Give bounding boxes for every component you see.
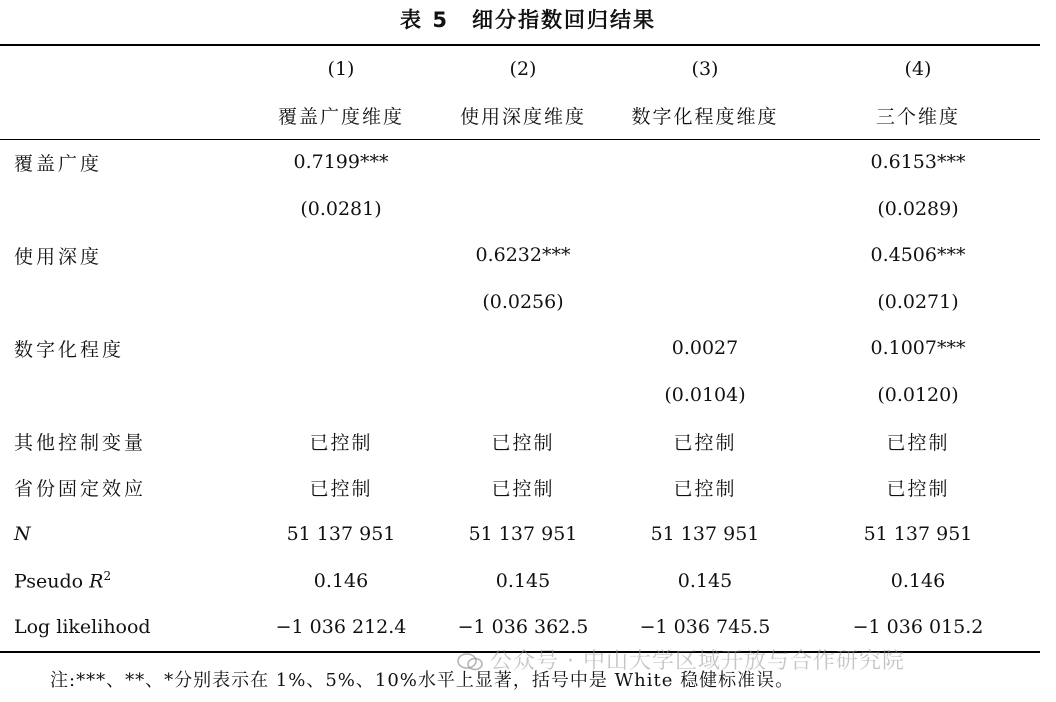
coef-cell (250, 232, 432, 279)
table-row (0, 325, 1040, 372)
col-number: (2) (509, 58, 537, 81)
watermark-text: 公众号 · 中山大学区域开放与合作研究院 (490, 649, 905, 674)
value-cell: 已控制 (673, 431, 737, 454)
empty-label (0, 372, 250, 419)
coef-cell: 0.4506*** (870, 244, 966, 267)
coef-cell: 0.7199*** (293, 151, 389, 174)
se-cell: (0.0281) (300, 197, 382, 220)
watermark (456, 644, 905, 675)
coef-cell: 0.0027 (671, 337, 739, 360)
value-cell: −1 036 212.4 (275, 616, 407, 639)
table-row (0, 232, 1040, 279)
value-cell: 51 137 951 (468, 523, 578, 546)
regression-table (0, 46, 1040, 651)
se-cell (250, 372, 432, 419)
value-cell: 0.145 (677, 569, 733, 592)
r-symbol: R (89, 570, 104, 593)
row-label: 省份固定效应 (14, 478, 147, 501)
corner-cell (0, 46, 250, 93)
se-cell (432, 372, 614, 419)
table-row (0, 418, 1040, 465)
coef-cell: 0.6153*** (870, 151, 966, 174)
row-label: 覆盖广度 (14, 152, 103, 175)
empty-label (0, 186, 250, 233)
value-cell: 已控制 (886, 431, 950, 454)
coef-cell (614, 139, 796, 186)
value-cell: 0.146 (313, 569, 369, 592)
col-number: (4) (904, 58, 932, 81)
wechat-icon (456, 652, 484, 672)
se-cell (432, 186, 614, 233)
se-cell (614, 186, 796, 233)
se-cell: (0.0289) (877, 197, 959, 220)
row-label: 其他控制变量 (14, 431, 147, 454)
se-cell (250, 279, 432, 326)
table-row (0, 465, 1040, 512)
table-row (0, 372, 1040, 419)
se-cell (614, 279, 796, 326)
r-superscript: 2 (103, 569, 112, 584)
value-cell: 0.145 (495, 569, 551, 592)
col-number: (3) (691, 58, 719, 81)
row-label: Log likelihood (14, 616, 151, 639)
se-cell: (0.0120) (877, 383, 959, 406)
pseudo-label: Pseudo (14, 570, 84, 593)
value-cell: 0.146 (890, 569, 946, 592)
table-row (0, 139, 1040, 186)
row-label: 使用深度 (14, 245, 103, 268)
col-label: 覆盖广度维度 (277, 106, 404, 129)
value-cell: 已控制 (309, 431, 373, 454)
se-cell: (0.0256) (482, 290, 564, 313)
table-title: 表 5 细分指数回归结果 (400, 8, 656, 32)
value-cell: 已控制 (491, 478, 555, 501)
row-label (0, 558, 250, 605)
coef-cell: 0.1007*** (870, 337, 966, 360)
table-row (0, 511, 1040, 558)
value-cell: −1 036 745.5 (639, 616, 771, 639)
coef-cell (250, 325, 432, 372)
value-cell: 51 137 951 (286, 523, 396, 546)
table-note: 注:***、**、*分别表示在 1%、5%、10%水平上显著，括号中是 White 稳健标准误。 (50, 670, 795, 691)
column-number-row (0, 46, 1040, 93)
value-cell: 51 137 951 (650, 523, 760, 546)
value-cell: 已控制 (673, 478, 737, 501)
table-row (0, 279, 1040, 326)
coef-cell: 0.6232*** (475, 244, 571, 267)
col-label: 数字化程度维度 (631, 106, 779, 129)
value-cell: −1 036 015.2 (852, 616, 984, 639)
se-cell: (0.0271) (877, 290, 959, 313)
value-cell: 已控制 (491, 431, 555, 454)
corner-cell (0, 93, 250, 140)
se-cell: (0.0104) (664, 383, 746, 406)
value-cell: 51 137 951 (863, 523, 973, 546)
table-row (0, 186, 1040, 233)
value-cell: 已控制 (886, 478, 950, 501)
empty-label (0, 279, 250, 326)
value-cell: 已控制 (309, 478, 373, 501)
column-label-row (0, 93, 1040, 140)
col-number: (1) (327, 58, 355, 81)
row-label: N (14, 523, 31, 546)
col-label: 使用深度维度 (459, 106, 586, 129)
col-label: 三个维度 (875, 106, 960, 129)
value-cell: −1 036 362.5 (457, 616, 589, 639)
table-row (0, 558, 1040, 605)
coef-cell (432, 325, 614, 372)
coef-cell (432, 139, 614, 186)
row-label: 数字化程度 (14, 338, 125, 361)
coef-cell (614, 232, 796, 279)
